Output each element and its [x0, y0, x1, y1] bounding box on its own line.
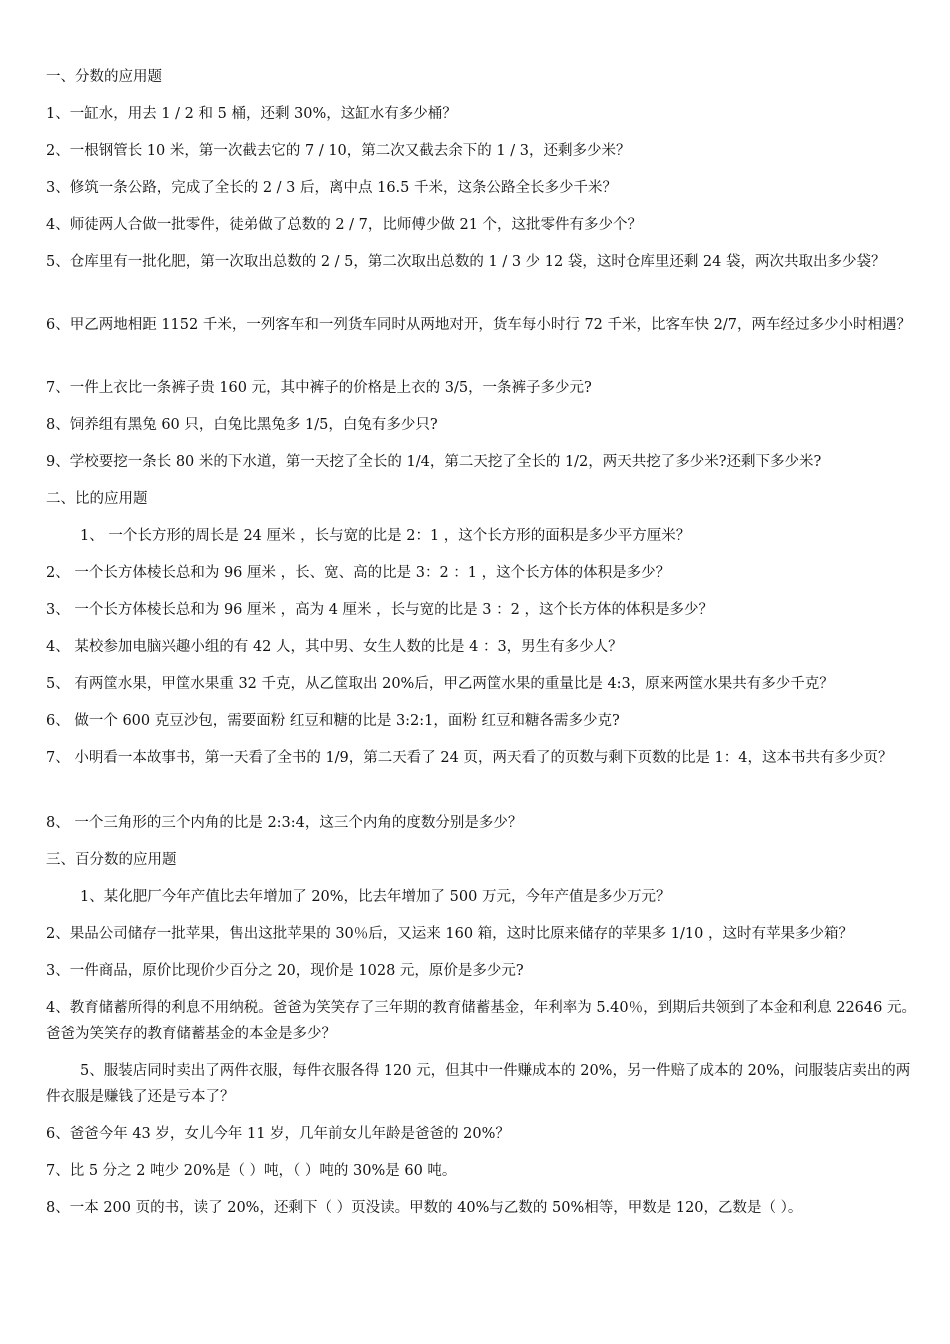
question-item: 8、 一个三角形的三个内角的比是 2:3:4，这三个内角的度数分别是多少？ [46, 815, 523, 831]
question-item: 4、教育储蓄所得的利息不用纳税。爸爸为笑笑存了三年期的教育储蓄基金，年利率为 5.40％，到期后共领到了本金和利息 22646 元。爸爸为笑笑存的教育储蓄基金的本金是多少？ [46, 1000, 916, 1042]
question-item: 3、一件商品，原价比现价少百分之 20，现价是 1028 元，原价是多少元? [46, 963, 524, 979]
question-item: 3、 一个长方体棱长总和为 96 厘米 ，高为 4 厘米 ，长与宽的比是 3 ：2 ，这个长方体的体积是多少？ [46, 602, 713, 618]
question-item: 1、 一个长方形的周长是 24 厘米 ，长与宽的比是 2：1 ，这个长方形的面积是多少平方厘米？ [80, 528, 691, 544]
question-item: 2、一根钢管长 10 米，第一次截去它的 7 / 10，第二次又截去余下的 1 / 3，还剩多少米？ [46, 143, 631, 159]
question-item: 9、学校要挖一条长 80 米的下水道，第一天挖了全长的 1/4，第二天挖了全长的 1/2，两天共挖了多少米?还剩下多少米? [46, 454, 822, 470]
question-item: 8、饲养组有黑兔 60 只，白兔比黑兔多 1/5，白兔有多少只? [46, 417, 438, 433]
question-item: 5、仓库里有一批化肥，第一次取出总数的 2 / 5，第二次取出总数的 1 / 3 少 12 袋，这时仓库里还剩 24 袋，两次共取出多少袋？ [46, 254, 886, 270]
question-item: 7、 小明看一本故事书，第一天看了全书的 1/9，第二天看了 24 页，两天看了的页数与剩下页数的比是 1：4，这本书共有多少页？ [46, 750, 893, 766]
question-item: 5、 有两筐水果，甲筐水果重 32 千克，从乙筐取出 20%后，甲乙两筐水果的重量比是 4:3，原来两筐水果共有多少千克？ [46, 676, 834, 692]
section-heading-ratios: 二、比的应用题 [46, 491, 148, 507]
question-item: 2、 一个长方体棱长总和为 96 厘米 ，长、宽、高的比是 3：2 ：1 ，这个长方体的体积是多少？ [46, 565, 671, 581]
question-item: 5、服装店同时卖出了两件衣服，每件衣服各得 120 元，但其中一件赚成本的 20%，另一件赔了成本的 20%，问服装店卖出的两件衣服是赚钱了还是亏本了？ [46, 1063, 911, 1105]
question-item: 3、修筑一条公路，完成了全长的 2 / 3 后，离中点 16.5 千米，这条公路全长多少千米？ [46, 180, 617, 196]
question-item: 6、爸爸今年 43 岁，女儿今年 11 岁，几年前女儿年龄是爸爸的 20%？ [46, 1126, 510, 1142]
question-item: 2、果品公司储存一批苹果，售出这批苹果的 30％后，又运来 160 箱，这时比原来储存的苹果多 1/10 ，这时有苹果多少箱？ [46, 926, 853, 942]
question-item: 1、某化肥厂今年产值比去年增加了 20%，比去年增加了 500 万元，今年产值是多少万元？ [80, 889, 671, 905]
section-heading-percentages: 三、百分数的应用题 [46, 852, 177, 868]
question-item: 6、甲乙两地相距 1152 千米，一列客车和一列货车同时从两地对开，货车每小时行 72 千米，比客车快 2/7，两车经过多少小时相遇？ [46, 317, 911, 333]
section-heading-fractions: 一、分数的应用题 [46, 69, 162, 85]
question-item: 4、师徒两人合做一批零件，徒弟做了总数的 2 / 7，比师傅少做 21 个，这批零件有多少个？ [46, 217, 643, 233]
question-item: 1、一缸水，用去 1 / 2 和 5 桶，还剩 30%，这缸水有多少桶？ [46, 106, 457, 122]
question-item: 4、 某校参加电脑兴趣小组的有 42 人，其中男、女生人数的比是 4 ：3，男生有多少人？ [46, 639, 623, 655]
question-item: 7、比 5 分之 2 吨少 20%是（ ）吨，（ ）吨的 30%是 60 吨。 [46, 1163, 457, 1179]
question-item: 7、一件上衣比一条裤子贵 160 元，其中裤子的价格是上衣的 3/5，一条裤子多少元? [46, 380, 592, 396]
question-item: 8、一本 200 页的书，读了 20%，还剩下（ ）页没读。甲数的 40%与乙数的 50%相等，甲数是 120，乙数是（ ）。 [46, 1200, 803, 1216]
question-item: 6、 做一个 600 克豆沙包，需要面粉 红豆和糖的比是 3:2:1，面粉 红豆和糖各需多少克? [46, 713, 620, 729]
